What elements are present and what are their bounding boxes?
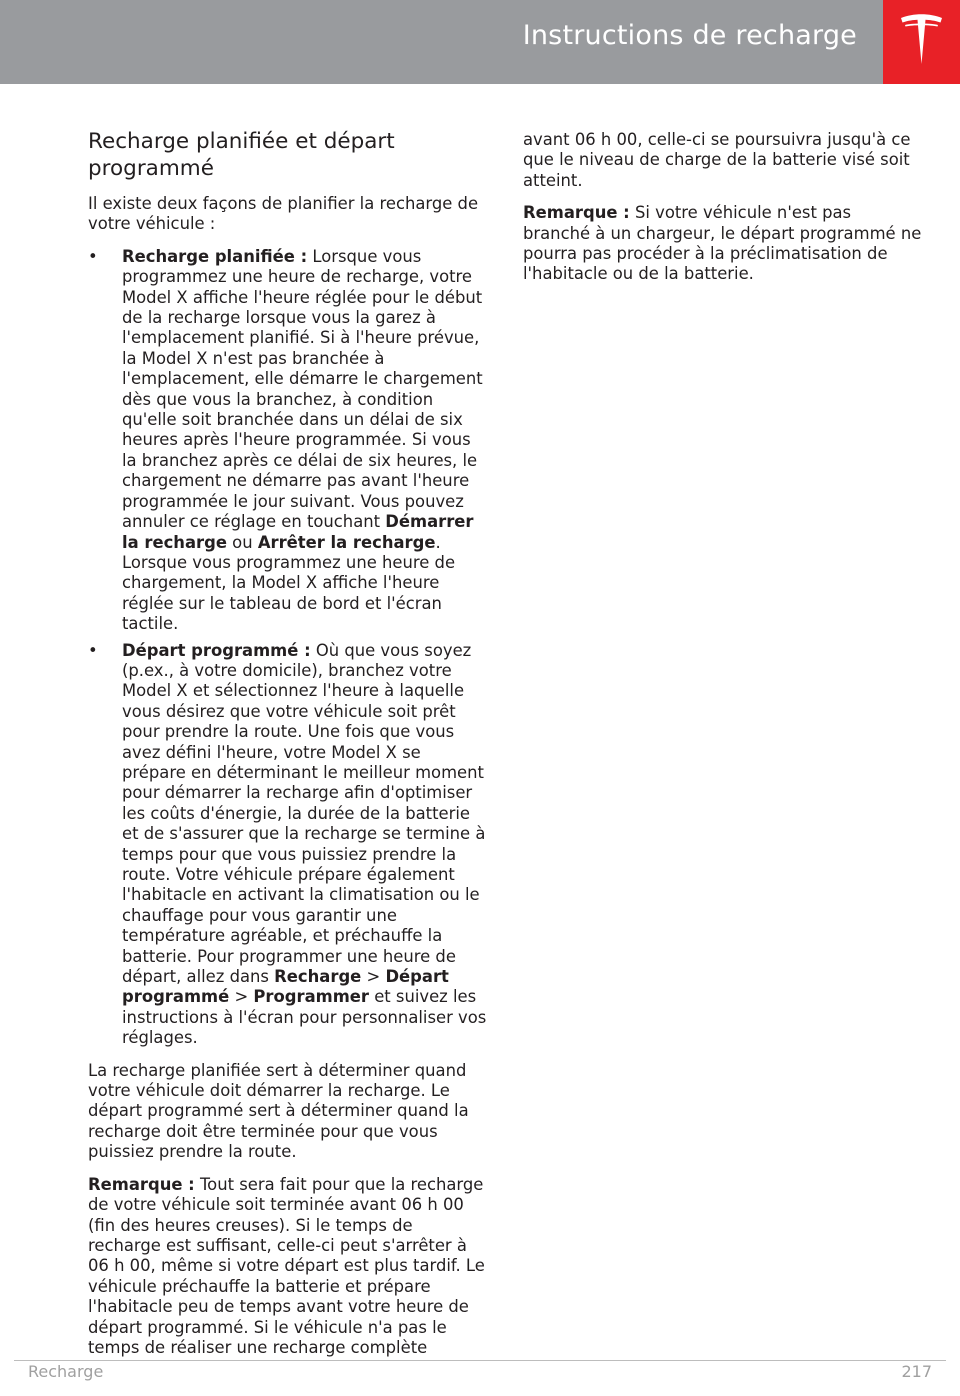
header-bar xyxy=(0,0,883,84)
note-paragraph xyxy=(523,203,923,285)
note-continuation: avant 06 h 00, celle-ci se poursuivra jusqu'à ce que le niveau de charge de la batterie visé soit atteint. xyxy=(523,130,911,190)
separator: > xyxy=(361,967,386,987)
note-label: Remarque : xyxy=(523,203,630,223)
ui-label: Recharge xyxy=(274,967,362,987)
left-column xyxy=(88,128,488,1370)
item-text: et suivez les instructions à l'écran pour personnaliser vos réglages. xyxy=(122,987,487,1048)
summary-paragraph: La recharge planifiée sert à déterminer quand votre véhicule doit démarrer la recharge. Le départ programmé sert à déterminer quand la recharge doit être terminée pour que vous puissiez prendre la route. xyxy=(88,1060,469,1162)
logo-box xyxy=(883,0,960,84)
ui-label: Arrêter la recharge xyxy=(257,532,436,552)
footer-section-name: Recharge xyxy=(28,1362,104,1381)
list-item xyxy=(88,247,488,635)
section-heading: Recharge planifiée et départ programmé xyxy=(88,129,395,181)
item-text: Lorsque vous programmez une heure de recharge, votre Model X affiche l'heure réglée pour le début de la recharge lorsque vous la garez à l'emplacement planifié. Si à l'heure prévue, la Model X n'est pas branchée à l'emplacement, elle démarre le chargement dès que vous la branchez, à condition qu'elle soit branchée dans un délai de six heures après l'heure programmée. Si vous la branchez après ce délai de six heures, le chargement ne démarre pas avant l'heure programmée le jour suivant. Vous pouvez annuler ce réglage en touchant xyxy=(122,246,483,532)
term-label: Départ programmé : xyxy=(122,640,311,660)
separator: > xyxy=(229,987,254,1007)
bullet-icon: • xyxy=(88,640,98,660)
list-item xyxy=(88,641,488,1049)
intro-paragraph: Il existe deux façons de planifier la recharge de votre véhicule : xyxy=(88,194,479,234)
item-text: . Lorsque vous programmez une heure de chargement, la Model X affiche l'heure réglée sur le tableau de bord et l'écran tactile. xyxy=(122,532,456,634)
right-column xyxy=(523,130,923,297)
term-label: Recharge planifiée : xyxy=(122,246,308,266)
ui-label: Programmer xyxy=(253,987,369,1007)
item-text: ou xyxy=(226,532,258,552)
note-text: Tout sera fait pour que la recharge de votre véhicule soit terminée avant 06 h 00 (fin des heures creuses). Si le temps de recharge est suffisant, celle-ci peut s'arrêter à 06 h 00, même si votre départ est plus tardif. Le véhicule préchauffe la batterie et prépare l'habitacle peu de temps avant votre heure de départ programmé. Si le véhicule n'a pas le temps de réaliser une recharge complète xyxy=(88,1174,485,1357)
bullet-list xyxy=(88,247,488,1049)
bullet-icon: • xyxy=(88,246,98,266)
page-number: 217 xyxy=(901,1362,932,1381)
note-paragraph xyxy=(88,1175,488,1359)
ui-label: Démarrer la recharge xyxy=(122,512,474,552)
note-text: Si votre véhicule n'est pas branché à un chargeur, le départ programmé ne pourra pas procéder à la préclimatisation de l'habitacle ou de la batterie. xyxy=(523,203,922,284)
ui-label: Départ programmé xyxy=(122,967,449,1007)
page-title: Instructions de recharge xyxy=(522,20,857,51)
tesla-logo-icon xyxy=(899,14,944,66)
footer-divider xyxy=(14,1360,946,1361)
note-label: Remarque : xyxy=(88,1174,195,1194)
item-text: Où que vous soyez (p.ex., à votre domicile), branchez votre Model X et sélectionnez l'heure à laquelle vous désirez que votre véhicule soit prêt pour prendre la route. Une fois que vous avez défini l'heure, votre Model X se prépare en déterminant le meilleur moment pour démarrer la recharge afin d'optimiser les coûts d'énergie, la durée de la batterie et de s'assurer que la recharge se termine à temps pour que vous puissiez prendre la route. Votre véhicule prépare également l'habitacle en activant la climatisation ou le chauffage pour vous garantir une température agréable, et préchauffe la batterie. Pour programmer une heure de départ, allez dans xyxy=(122,640,486,987)
